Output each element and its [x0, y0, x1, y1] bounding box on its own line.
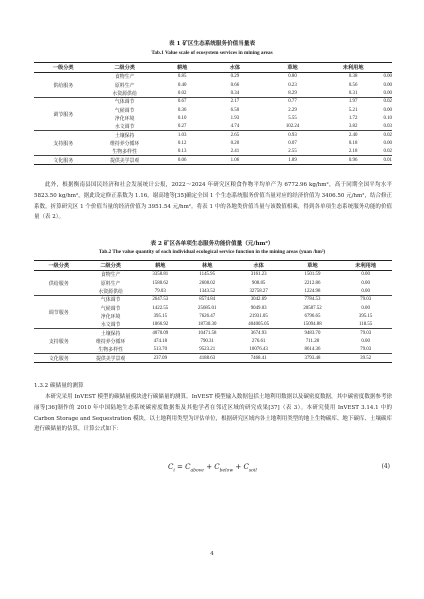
table-cell: 1343.52	[199, 288, 216, 294]
table-row	[34, 271, 392, 279]
table-cell: 8.29	[288, 90, 297, 96]
table-cell: 水文调节	[114, 124, 135, 130]
table-cell: 原料生产	[100, 281, 121, 287]
table-cell: 0.56	[348, 82, 358, 88]
table-header-cell: 二级分类	[114, 65, 135, 71]
table-cell: 0.01	[383, 157, 392, 163]
table-cell: 5.55	[288, 115, 297, 121]
table-cell: 水资源供给	[98, 289, 123, 295]
table-cell: 1.89	[288, 157, 297, 163]
table-row	[34, 279, 392, 287]
table-cell: 水文调节	[100, 322, 121, 328]
table1	[34, 62, 392, 165]
table2-body	[34, 271, 392, 363]
table-cell: 2.41	[230, 149, 240, 155]
paragraph1-text: 此外，根据衡南县国民经济和社会发展统计公报，2022～2024 年研究区粮食作物平均单产为 6772.96 kg/hm²，高于同期全国平均水平 5823.50 kg/hm²，据此设定修正系数为 1.16。谢高地等[35]确定全国 1 个生态系统服务价值当量对应的经济价值为 3406.50 元/hm²，结合修正系数，折算研究区 1 个价值当量的经济价值为 3951.54 元/hm²。将表 1 中的各地类价值当量与该数值相乘，得到各单项生态系统服务功能的价值量（表 2）。	[34, 182, 392, 221]
table-cell: 1.93	[230, 115, 240, 121]
table-cell: 0.02	[177, 90, 187, 96]
table-cell: 0.00	[383, 90, 392, 96]
table-cell: 0.20	[230, 140, 240, 146]
table-cell: 118.55	[359, 321, 373, 327]
table-cell: 土壤保持	[100, 331, 121, 337]
table-cell: 79.03	[360, 330, 372, 336]
table-cell: 2.55	[288, 149, 297, 155]
table-cell: 474.18	[153, 338, 168, 344]
table-cell: 0.12	[177, 140, 187, 146]
table-group-cell: 支持服务	[48, 339, 69, 345]
table-cell: 25685.01	[198, 305, 217, 311]
table-cell: 1224.98	[304, 288, 321, 294]
table-cell: 1145.95	[199, 272, 216, 278]
table-cell: 21931.05	[249, 313, 268, 319]
table-cell: 7626.47	[199, 313, 216, 319]
table-group-cell: 供给服务	[53, 83, 74, 89]
paragraph2-text: 本研究采用 InVEST 模型的碳储量模块进行碳储量的测算。InVEST 模型输入数据包括土地利用数据以及碳密度数据，其中碳密度数据参考徐丽等[36]制作的 2010 年中国陆地生态系统碳密度数据集及其他学者在邻近区域的研究成果[37]（表 3）。本研究使用 InVEST 3.14.1 中的 Carbon Storage and Sequestration 模块，以土地利用类型为评估单位，根据研究区域内各土地利用类型的地上生物碳库、地下碳库、土壤碳库进行碳储量的估算，计算公式如下：	[34, 394, 392, 433]
table-cell: 2.18	[348, 149, 358, 155]
page-number: 4	[210, 551, 214, 557]
table2-header-row	[34, 261, 392, 271]
table-row	[34, 296, 392, 304]
table-cell: 0.85	[177, 74, 187, 80]
table-cell: 0.00	[383, 107, 392, 113]
table-cell: 3793.48	[304, 355, 321, 361]
table-cell: 4.74	[230, 123, 240, 129]
table-cell: 0.93	[288, 132, 297, 138]
table-cell: 8574.84	[199, 297, 216, 303]
table-cell: 0.00	[383, 140, 392, 146]
table-cell: 79.03	[360, 347, 372, 353]
table-cell: 102.24	[285, 123, 300, 129]
table-cell: 0.07	[288, 140, 297, 146]
table-cell: 0.13	[177, 149, 187, 155]
table-cell: 79.03	[154, 288, 166, 294]
table-cell: 2.40	[348, 132, 358, 138]
table-cell: 0.03	[383, 123, 392, 129]
table-cell: 237.09	[153, 355, 168, 361]
table-cell: 3674.93	[250, 330, 267, 336]
section-heading: 1.3.2 碳储量的测算	[34, 383, 84, 389]
table-row	[34, 287, 392, 295]
table-cell: 0.00	[361, 305, 370, 311]
table2	[34, 260, 392, 363]
table-cell: 气候调节	[114, 108, 135, 114]
table-cell: 8614.36	[304, 347, 321, 353]
table-header-cell: 一级分类	[48, 263, 70, 269]
formula-number: (4)	[381, 463, 390, 470]
table-cell: 维持养分循环	[95, 339, 126, 345]
table-row	[34, 312, 392, 320]
table-cell: 1.03	[177, 132, 187, 138]
table-cell: 0.96	[348, 157, 358, 163]
table-header-cell: 未利用地	[342, 65, 364, 71]
table-cell: 1.97	[348, 99, 358, 105]
table-cell: 5.21	[348, 107, 358, 113]
table-cell: 0.36	[177, 107, 187, 113]
table-cell: 0.80	[288, 74, 297, 80]
table-cell: 0.00	[361, 272, 370, 278]
table-cell: 395.15	[358, 313, 373, 319]
table2-caption-en: Tab.2 The value quantity of each individual ecological service function in the mining areas (yuan /hm²)	[98, 249, 326, 255]
table-cell: 276.61	[251, 338, 266, 344]
table-cell: 0.00	[361, 288, 370, 294]
table-header-cell: 二级分类	[100, 263, 121, 269]
table-cell: 39.52	[360, 355, 372, 361]
paragraph-carbon-storage	[34, 392, 392, 435]
table-header-cell: 水体	[229, 65, 241, 71]
table-cell: 3042.69	[250, 297, 267, 303]
table-cell: 0.02	[383, 149, 392, 155]
table-header-cell: 草地	[287, 65, 298, 71]
table-row	[34, 156, 392, 164]
table-cell: 0.00	[361, 280, 370, 286]
table-cell: 食物生产	[114, 75, 135, 81]
table-cell: 0.31	[348, 90, 358, 96]
table-cell: 土壤保持	[114, 133, 135, 139]
table-cell: 0.77	[288, 99, 297, 105]
table-cell: 0.40	[177, 82, 187, 88]
table1-header-row	[34, 63, 392, 73]
table-header-cell: 耕地	[155, 263, 166, 269]
table-cell: 气体调节	[100, 298, 121, 304]
table-group-cell: 供给服务	[48, 281, 69, 287]
table-cell: 原料生产	[114, 83, 135, 89]
table-cell: 7468.41	[250, 355, 267, 361]
table-cell: 32758.27	[249, 288, 268, 294]
table-cell: 1.06	[230, 157, 240, 163]
table-cell: 1066.92	[152, 321, 169, 327]
table-cell: 4188.63	[199, 355, 216, 361]
table-cell: 2647.53	[152, 297, 169, 303]
table-cell: 0.10	[383, 115, 392, 121]
table-cell: 食物生产	[100, 273, 121, 279]
table-cell: 0.00	[361, 338, 370, 344]
table-cell: 3.82	[348, 123, 358, 129]
table-cell: 0.10	[177, 115, 187, 121]
table-cell: 790.31	[200, 338, 214, 344]
table-cell: 0.00	[383, 82, 392, 88]
table-cell: 4070.09	[152, 330, 169, 336]
table-cell: 15094.88	[303, 321, 322, 327]
table-group-cell: 文化服务	[48, 356, 69, 362]
table-row	[34, 329, 392, 337]
table-header-cell: 水体	[253, 263, 264, 269]
table-cell: 3161.23	[250, 272, 267, 278]
table-header-cell: 耕地	[176, 65, 188, 71]
table-header-cell: 草地	[307, 263, 318, 269]
table-cell: 1.72	[348, 115, 358, 121]
table-cell: 气体调节	[114, 100, 135, 106]
table-cell: 提供美学景观	[95, 356, 126, 362]
table-cell: 404005.05	[248, 321, 270, 327]
table-cell: 维持养分循环	[109, 141, 140, 147]
table-cell: 1422.55	[152, 305, 169, 311]
table1-caption-cn: 表 1 矿区生态系统服务价值当量表	[168, 41, 256, 47]
table-cell: 513.70	[153, 347, 168, 353]
table-cell: 10471.58	[198, 330, 217, 336]
formula-expression: $C_i = C_{above} + C_{below} + C_{soil}$	[168, 463, 257, 474]
table-header-cell: 未利用地	[355, 263, 377, 269]
paragraph-value-coefficient	[34, 180, 392, 223]
table-cell: 908.85	[251, 280, 266, 286]
table-cell: 0.02	[383, 99, 392, 105]
table-cell: 2212.86	[304, 280, 321, 286]
table-cell: 2.65	[230, 132, 240, 138]
table-cell: 生物多样性	[112, 150, 137, 156]
table-cell: 3358.81	[152, 272, 169, 278]
table-cell: 1580.62	[152, 280, 169, 286]
table-group-cell: 支持服务	[53, 141, 74, 147]
table-cell: 2608.02	[199, 280, 216, 286]
table-group-cell: 调节服务	[48, 310, 69, 316]
table-cell: 0.02	[383, 132, 392, 138]
table-cell: 395.15	[153, 313, 168, 319]
table-cell: 0.27	[177, 123, 187, 129]
table-cell: 2.29	[288, 107, 297, 113]
table-row	[34, 98, 392, 106]
table-cell: 0.00	[383, 74, 392, 80]
table-cell: 7784.53	[304, 297, 321, 303]
table-cell: 0.29	[230, 74, 240, 80]
table-cell: 9049.03	[250, 305, 267, 311]
table-cell: 9483.70	[304, 330, 321, 336]
table-row	[34, 337, 392, 345]
table-cell: 0.18	[348, 140, 358, 146]
table-row	[34, 346, 392, 354]
table-cell: 生物多样性	[98, 348, 123, 354]
table-row	[34, 131, 392, 139]
table-row	[34, 304, 392, 312]
table-cell: 6796.65	[304, 313, 321, 319]
table-cell: 2.17	[230, 99, 240, 105]
table-cell: 0.66	[230, 82, 240, 88]
table-cell: 0.67	[177, 99, 187, 105]
table-cell: 净化环境	[100, 314, 121, 320]
table-row	[34, 354, 392, 362]
table-cell: 0.23	[288, 82, 297, 88]
table-header-cell: 一级分类	[52, 65, 74, 71]
table-header-cell: 林地	[202, 263, 213, 269]
table-cell: 6.50	[230, 107, 240, 113]
table1-caption-en: Tab.1 Value scale of ecosystem services in mining areas	[151, 50, 273, 56]
table-cell: 711.28	[305, 338, 320, 344]
table-row	[34, 73, 392, 81]
table-group-cell: 文化服务	[53, 158, 74, 164]
table-group-cell: 调节服务	[53, 112, 74, 118]
table-row	[34, 321, 392, 329]
table-cell: 1501.59	[304, 272, 321, 278]
table-cell: 0.34	[230, 90, 240, 96]
table-cell: 9523.21	[199, 347, 216, 353]
table-cell: 净化环境	[114, 116, 135, 122]
table-cell: 0.06	[177, 157, 187, 163]
table-cell: 18730.30	[198, 321, 217, 327]
table-cell: 20587.52	[303, 305, 322, 311]
table-cell: 气候调节	[100, 306, 121, 312]
table-cell: 水资源供给	[112, 91, 137, 97]
table1-body	[34, 73, 392, 165]
table2-caption-cn: 表 2 矿区各单项生态服务功能价值量（元/hm²）	[150, 241, 274, 247]
table-cell: 10076.43	[249, 347, 268, 353]
table-cell: 0.38	[348, 74, 358, 80]
table-cell: 79.03	[360, 297, 372, 303]
table-cell: 提供美学景观	[109, 158, 140, 164]
